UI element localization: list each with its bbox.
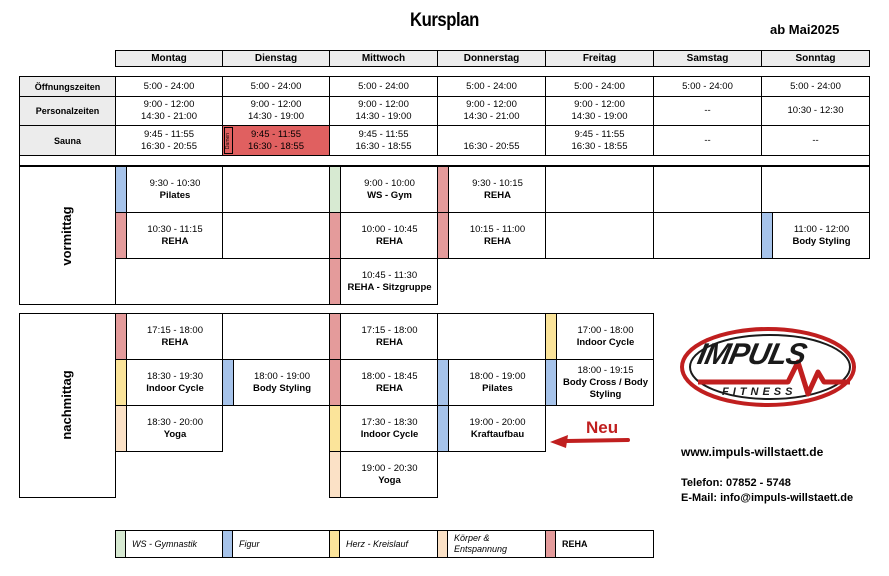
page-subtitle: ab Mai2025 — [770, 22, 840, 37]
legend-swatch — [546, 531, 556, 557]
bar-figur — [115, 166, 127, 213]
opening-mittwoch: 5:00 - 24:00 — [329, 76, 438, 97]
info-spacer-row — [19, 155, 870, 166]
day-header-freitag: Freitag — [545, 50, 654, 67]
course-do-am1: 9:30 - 10:15 REHA — [472, 178, 523, 201]
bar-reha — [329, 212, 341, 259]
opening-donnerstag: 5:00 - 24:00 — [437, 76, 546, 97]
bar-reha — [329, 258, 341, 305]
row-label-sauna: Sauna — [19, 125, 116, 156]
legend-swatch — [116, 531, 126, 557]
course-mo-pm2: 18:30 - 19:30 Indoor Cycle — [146, 371, 204, 394]
impuls-logo — [678, 322, 858, 417]
staff-freitag: 9:00 - 12:00 14:30 - 19:00 — [545, 96, 654, 126]
bar-figur — [222, 359, 234, 406]
cell-fr-am2 — [545, 212, 654, 259]
cell-do-pm1 — [437, 313, 546, 360]
cell-di-am2 — [222, 212, 330, 259]
legend-item-koerper-entspannung: Körper & Entspannung — [437, 530, 546, 558]
bar-herz-kreislauf — [329, 405, 341, 452]
legend-item-ws-gymnastik: WS - Gymnastik — [115, 530, 223, 558]
sauna-mittwoch: 9:45 - 11:55 16:30 - 18:55 — [329, 125, 438, 156]
sauna-samstag: -- — [653, 125, 762, 156]
cell-fr-am1 — [545, 166, 654, 213]
opening-freitag: 5:00 - 24:00 — [545, 76, 654, 97]
opening-samstag: 5:00 - 24:00 — [653, 76, 762, 97]
course-mo-am1: 9:30 - 10:30 Pilates — [149, 178, 201, 201]
course-do-pm2: 19:00 - 20:00 Kraftaufbau — [469, 417, 526, 440]
course-mi-pm2: 18:00 - 18:45 REHA — [361, 371, 418, 394]
bar-figur — [545, 359, 557, 406]
course-mi-pm4: 19:00 - 20:30 Yoga — [361, 463, 418, 486]
course-do-pm1: 18:00 - 19:00 Pilates — [469, 371, 526, 394]
bar-reha — [437, 212, 449, 259]
section-label-afternoon: nachmittag — [59, 370, 74, 440]
staff-samstag: -- — [653, 96, 762, 126]
course-fr-pm2: 18:00 - 19:15 Body Cross / Body Styling — [563, 365, 648, 400]
legend-swatch — [223, 531, 233, 557]
opening-montag: 5:00 - 24:00 — [115, 76, 223, 97]
course-mi-am3: 10:45 - 11:30 REHA - Sitzgruppe — [347, 270, 432, 293]
course-di-pm1: 18:00 - 19:00 Body Styling — [252, 371, 312, 394]
staff-donnerstag: 9:00 - 12:00 14:30 - 21:00 — [437, 96, 546, 126]
course-mo-am2: 10:30 - 11:15 REHA — [147, 224, 203, 247]
course-mi-am2: 10:00 - 10:45 REHA — [361, 224, 418, 247]
staff-mittwoch: 9:00 - 12:00 14:30 - 19:00 — [329, 96, 438, 126]
bar-reha — [115, 212, 127, 259]
opening-dienstag: 5:00 - 24:00 — [222, 76, 330, 97]
new-badge: Neu — [586, 418, 619, 437]
bar-herz-kreislauf — [115, 359, 127, 406]
legend-item-herz-kreislauf: Herz - Kreislauf — [329, 530, 438, 558]
bar-koerper-entspannung — [329, 451, 341, 498]
course-mi-pm1: 17:15 - 18:00 REHA — [361, 325, 418, 348]
cell-so-am1 — [761, 166, 870, 213]
sauna-montag: 9:45 - 11:55 16:30 - 20:55 — [115, 125, 223, 156]
contact-phone: Telefon: 07852 - 5748 — [681, 477, 791, 489]
course-mo-pm3: 18:30 - 20:00 Yoga — [147, 417, 203, 440]
section-label-morning: vormittag — [59, 206, 74, 266]
cell-di-am1 — [222, 166, 330, 213]
day-header-mittwoch: Mittwoch — [329, 50, 438, 67]
legend-swatch — [330, 531, 340, 557]
row-label-opening: Öffnungszeiten — [19, 76, 116, 97]
day-header-donnerstag: Donnerstag — [437, 50, 546, 67]
day-header-sonntag: Sonntag — [761, 50, 870, 67]
course-mi-pm3: 17:30 - 18:30 Indoor Cycle — [360, 417, 419, 440]
cell-sa-am1 — [653, 166, 762, 213]
bar-ws-gymnastik — [329, 166, 341, 213]
contact-website[interactable]: www.impuls-willstaett.de — [681, 445, 824, 459]
legend-item-reha: REHA — [545, 530, 654, 558]
logo-tagline: FITNESS — [722, 386, 797, 398]
bar-reha — [437, 166, 449, 213]
sauna-sonntag: -- — [761, 125, 870, 156]
legend-item-figur: Figur — [222, 530, 330, 558]
bar-figur — [437, 359, 449, 406]
bar-reha — [115, 313, 127, 360]
bar-figur — [761, 212, 773, 259]
legend-swatch — [438, 531, 448, 557]
course-mi-am1: 9:00 - 10:00 WS - Gym — [364, 178, 415, 201]
day-header-dienstag: Dienstag — [222, 50, 330, 67]
opening-sonntag: 5:00 - 24:00 — [761, 76, 870, 97]
staff-sonntag: 10:30 - 12:30 — [761, 96, 870, 126]
course-do-am2: 10:15 - 11:00 REHA — [469, 224, 526, 247]
bar-figur — [437, 405, 449, 452]
day-header-montag: Montag — [115, 50, 223, 67]
bar-reha — [329, 359, 341, 406]
cell-mo-di-am3 — [115, 258, 330, 305]
course-fr-pm1: 17:00 - 18:00 Indoor Cycle — [576, 325, 635, 348]
sauna-freitag: 9:45 - 11:55 16:30 - 18:55 — [545, 125, 654, 156]
cell-di-pm1 — [222, 313, 330, 360]
page-title: Kursplan — [409, 10, 479, 31]
sauna-dienstag: 9:45 - 11:55 16:30 - 18:55 — [222, 125, 330, 156]
bar-herz-kreislauf — [545, 313, 557, 360]
cell-sa-am2 — [653, 212, 762, 259]
day-header-samstag: Samstag — [653, 50, 762, 67]
course-so-am1: 11:00 - 12:00 Body Styling — [792, 224, 851, 247]
sauna-ladies-note: Damen — [224, 127, 233, 154]
arrow-left-icon — [548, 432, 630, 450]
logo-brand: IMPULS — [694, 338, 809, 371]
bar-koerper-entspannung — [115, 405, 127, 452]
row-label-staff: Personalzeiten — [19, 96, 116, 126]
staff-montag: 9:00 - 12:00 14:30 - 21:00 — [115, 96, 223, 126]
staff-dienstag: 9:00 - 12:00 14:30 - 19:00 — [222, 96, 330, 126]
sauna-donnerstag: 16:30 - 20:55 — [437, 125, 546, 156]
bar-reha — [329, 313, 341, 360]
contact-email[interactable]: E-Mail: info@impuls-willstaett.de — [681, 492, 854, 504]
course-mo-pm1: 17:15 - 18:00 REHA — [147, 325, 203, 348]
